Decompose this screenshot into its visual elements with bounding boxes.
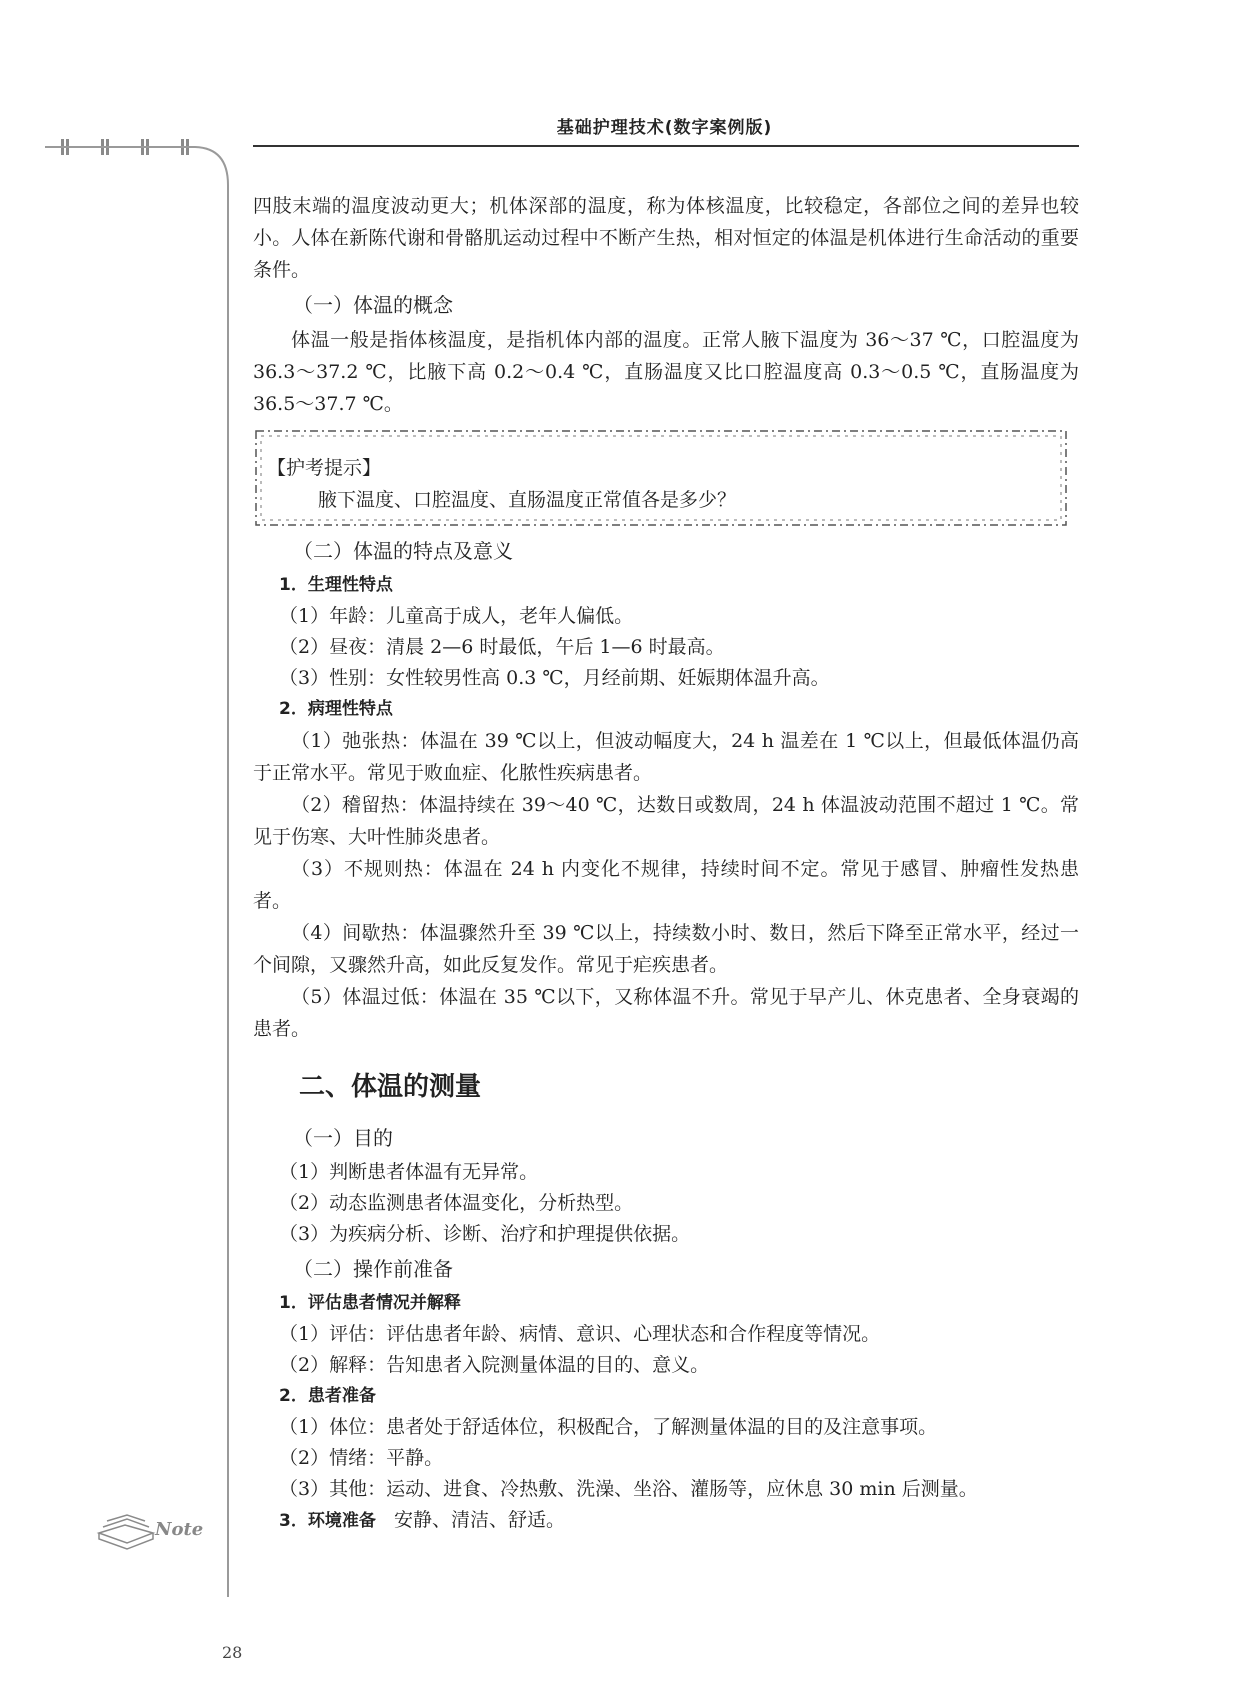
note-book-icon <box>95 1503 205 1553</box>
list-item: （2）昼夜：清晨 2—6 时最低，午后 1—6 时最高。 <box>279 636 725 658</box>
running-header-title: 基础护理技术(数字案例版) <box>556 118 773 138</box>
environment-prep-text: 安静、清洁、舒适。 <box>393 1509 565 1531</box>
list-item: （4）间歇热：体温骤然升至 39 ℃以上，持续数小时、数日，然后下降至正常水平，经过一个间隙，又骤然升高，如此反复发作。常见于疟疾患者。 <box>253 922 1079 976</box>
list-item: （1）弛张热：体温在 39 ℃以上，但波动幅度大，24 h 温差在 1 ℃以上，但最低体温仍高于正常水平。常见于败血症、化脓性疾病患者。 <box>253 730 1079 784</box>
list-item: （5）体温过低：体温在 35 ℃以下，又称体温不升。常见于早产儿、休克患者、全身衰竭的患者。 <box>253 986 1079 1040</box>
list-item: （1）年龄：儿童高于成人，老年人偏低。 <box>279 605 634 627</box>
list-item: （2）解释：告知患者入院测量体温的目的、意义。 <box>279 1354 710 1376</box>
page-number: 28 <box>222 1643 243 1662</box>
section-title-concept: （一）体温的概念 <box>293 293 453 317</box>
list-item: （2）情绪：平静。 <box>279 1447 444 1469</box>
section-title-preparation: （二）操作前准备 <box>293 1257 453 1281</box>
list-item: （3）为疾病分析、诊断、治疗和护理提供依据。 <box>279 1223 691 1245</box>
tip-question: 腋下温度、口腔温度、直肠温度正常值各是多少？ <box>318 489 737 511</box>
subsection-title: 1．评估患者情况并解释 <box>279 1293 461 1313</box>
section-title-features: （二）体温的特点及意义 <box>293 539 513 563</box>
page-content <box>253 190 1079 1537</box>
tip-heading: 【护考提示】 <box>267 457 382 479</box>
section-heading-measurement: 二、体温的测量 <box>299 1072 482 1102</box>
header-rule <box>253 145 1079 147</box>
note-label: Note <box>155 1519 204 1540</box>
environment-prep <box>253 1505 1079 1537</box>
list-item: （1）评估：评估患者年龄、病情、意识、心理状态和合作程度等情况。 <box>279 1323 881 1345</box>
margin-decoration <box>0 0 240 1620</box>
subsection-title: 1．生理性特点 <box>279 575 393 595</box>
paragraph: 四肢末端的温度波动更大；机体深部的温度，称为体核温度，比较稳定，各部位之间的差异也较小。人体在新陈代谢和骨骼肌运动过程中不断产生热，相对恒定的体温是机体进行生命活动的重要条件。 <box>253 195 1079 281</box>
list-item: （1）判断患者体温有无异常。 <box>279 1161 539 1183</box>
list-item: （2）稽留热：体温持续在 39～40 ℃，达数日或数周，24 h 体温波动范围不超过 1 ℃。常见于伤寒、大叶性肺炎患者。 <box>253 794 1079 848</box>
exam-tip-box <box>253 428 1069 528</box>
list-item: （3）性别：女性较男性高 0.3 ℃，月经前期、妊娠期体温升高。 <box>279 667 830 689</box>
list-item: （1）体位：患者处于舒适体位，积极配合，了解测量体温的目的及注意事项。 <box>279 1416 938 1438</box>
list-item: （3）不规则热：体温在 24 h 内变化不规律，持续时间不定。常见于感冒、肿瘤性发热患者。 <box>253 858 1079 912</box>
list-item: （2）动态监测患者体温变化，分析热型。 <box>279 1192 634 1214</box>
paragraph: 体温一般是指体核温度，是指机体内部的温度。正常人腋下温度为 36～37 ℃，口腔温度为 36.3～37.2 ℃，比腋下高 0.2～0.4 ℃，直肠温度又比口腔温度高 0.3～0.5 ℃，直肠温度为 36.5～37.7 ℃。 <box>253 329 1079 415</box>
subsection-title: 2．病理性特点 <box>279 699 393 719</box>
subsection-title: 3．环境准备 <box>279 1511 376 1531</box>
list-item: （3）其他：运动、进食、冷热敷、洗澡、坐浴、灌肠等，应休息 30 min 后测量。 <box>279 1478 978 1500</box>
subsection-title: 2．患者准备 <box>279 1386 376 1406</box>
section-title-purpose: （一）目的 <box>293 1126 393 1150</box>
